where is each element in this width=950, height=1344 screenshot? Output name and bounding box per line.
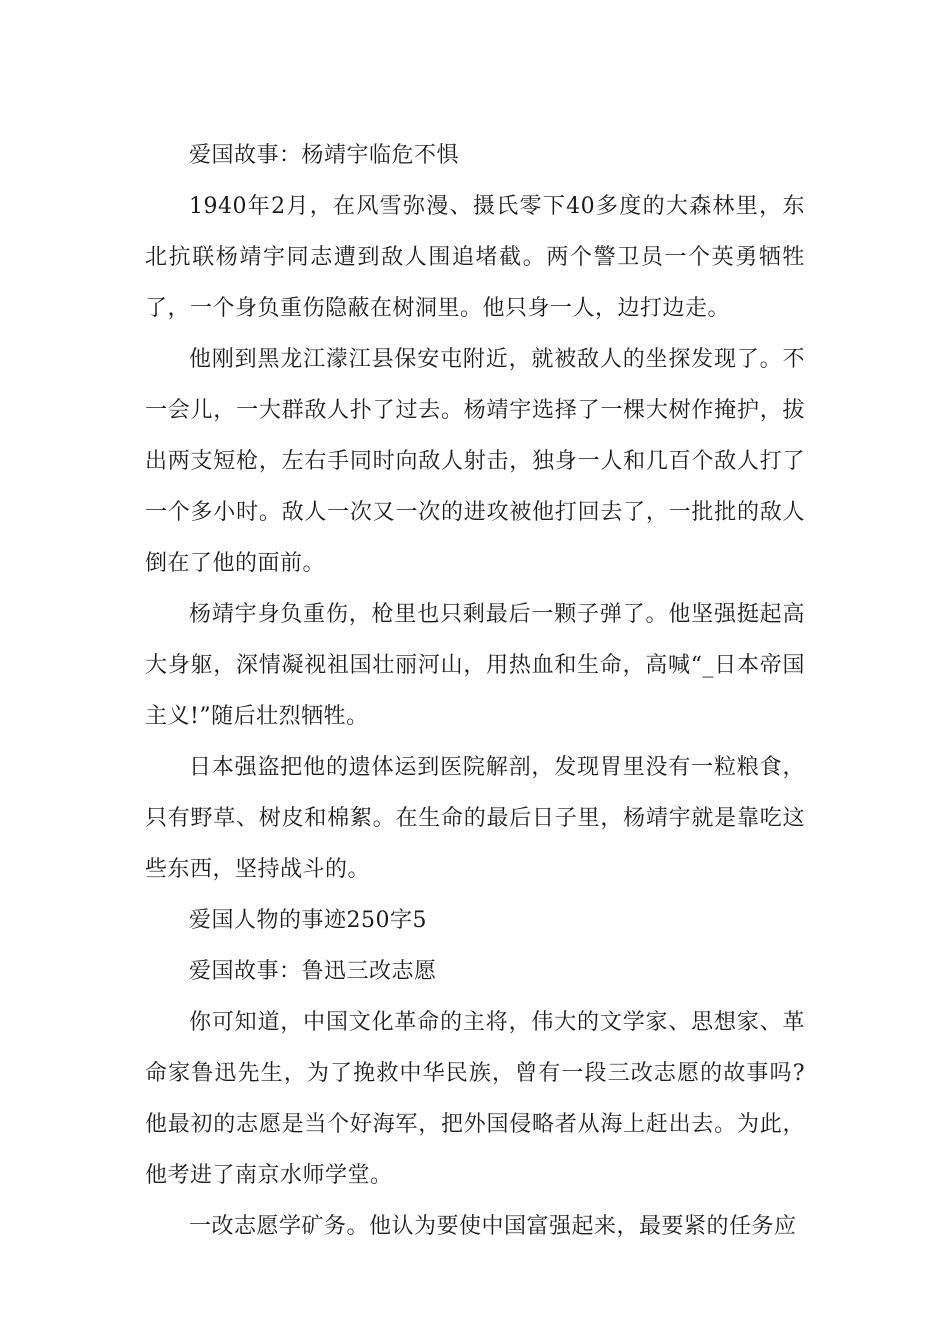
- story-title-yang-jingyu: 爱国故事：杨靖宇临危不惧: [189, 143, 460, 168]
- paragraph-4: 日本强盗把他的遗体运到医院解剖，发现胃里没有一粒粮食，只有野草、树皮和棉絮。在生命的最后日子里，杨靖宇就是靠吃这些东西，坚持战斗的。: [145, 755, 805, 882]
- paragraph-2: 他刚到黑龙江濛江县保安屯附近，就被敌人的坐探发现了。不一会儿，一大群敌人扑了过去。杨靖宇选择了一棵大树作掩护，拔出两支短枪，左右手同时向敌人射击，独身一人和几百个敌人打了一个多小时。敌人一次又一次的进攻被他打回去了，一批批的敌人倒在了他的面前。: [145, 347, 805, 576]
- story-title-lu-xun: 爱国故事：鲁迅三改志愿: [189, 959, 437, 984]
- section-heading: 爱国人物的事迹250字5: [189, 908, 427, 933]
- document-page: [145, 130, 805, 1252]
- paragraph-3: 杨靖宇身负重伤，枪里也只剩最后一颗子弹了。他坚强挺起高大身躯，深情凝视祖国壮丽河山，用热血和生命，高喊“_日本帝国主义!”随后壮烈牺牲。: [145, 602, 805, 729]
- paragraph-6: 一改志愿学矿务。他认为要使中国富强起来，最要紧的任务应: [189, 1214, 797, 1239]
- paragraph-1: 1940年2月，在风雪弥漫、摄氏零下40多度的大森林里，东北抗联杨靖宇同志遭到敌人围追堵截。两个警卫员一个英勇牺牲了，一个身负重伤隐蔽在树洞里。他只身一人，边打边走。: [145, 194, 805, 321]
- paragraph-5: 你可知道，中国文化革命的主将，伟大的文学家、思想家、革命家鲁迅先生，为了挽救中华民族，曾有一段三改志愿的故事吗?他最初的志愿是当个好海军，把外国侵略者从海上赶出去。为此，他考进了南京水师学堂。: [145, 1010, 805, 1188]
